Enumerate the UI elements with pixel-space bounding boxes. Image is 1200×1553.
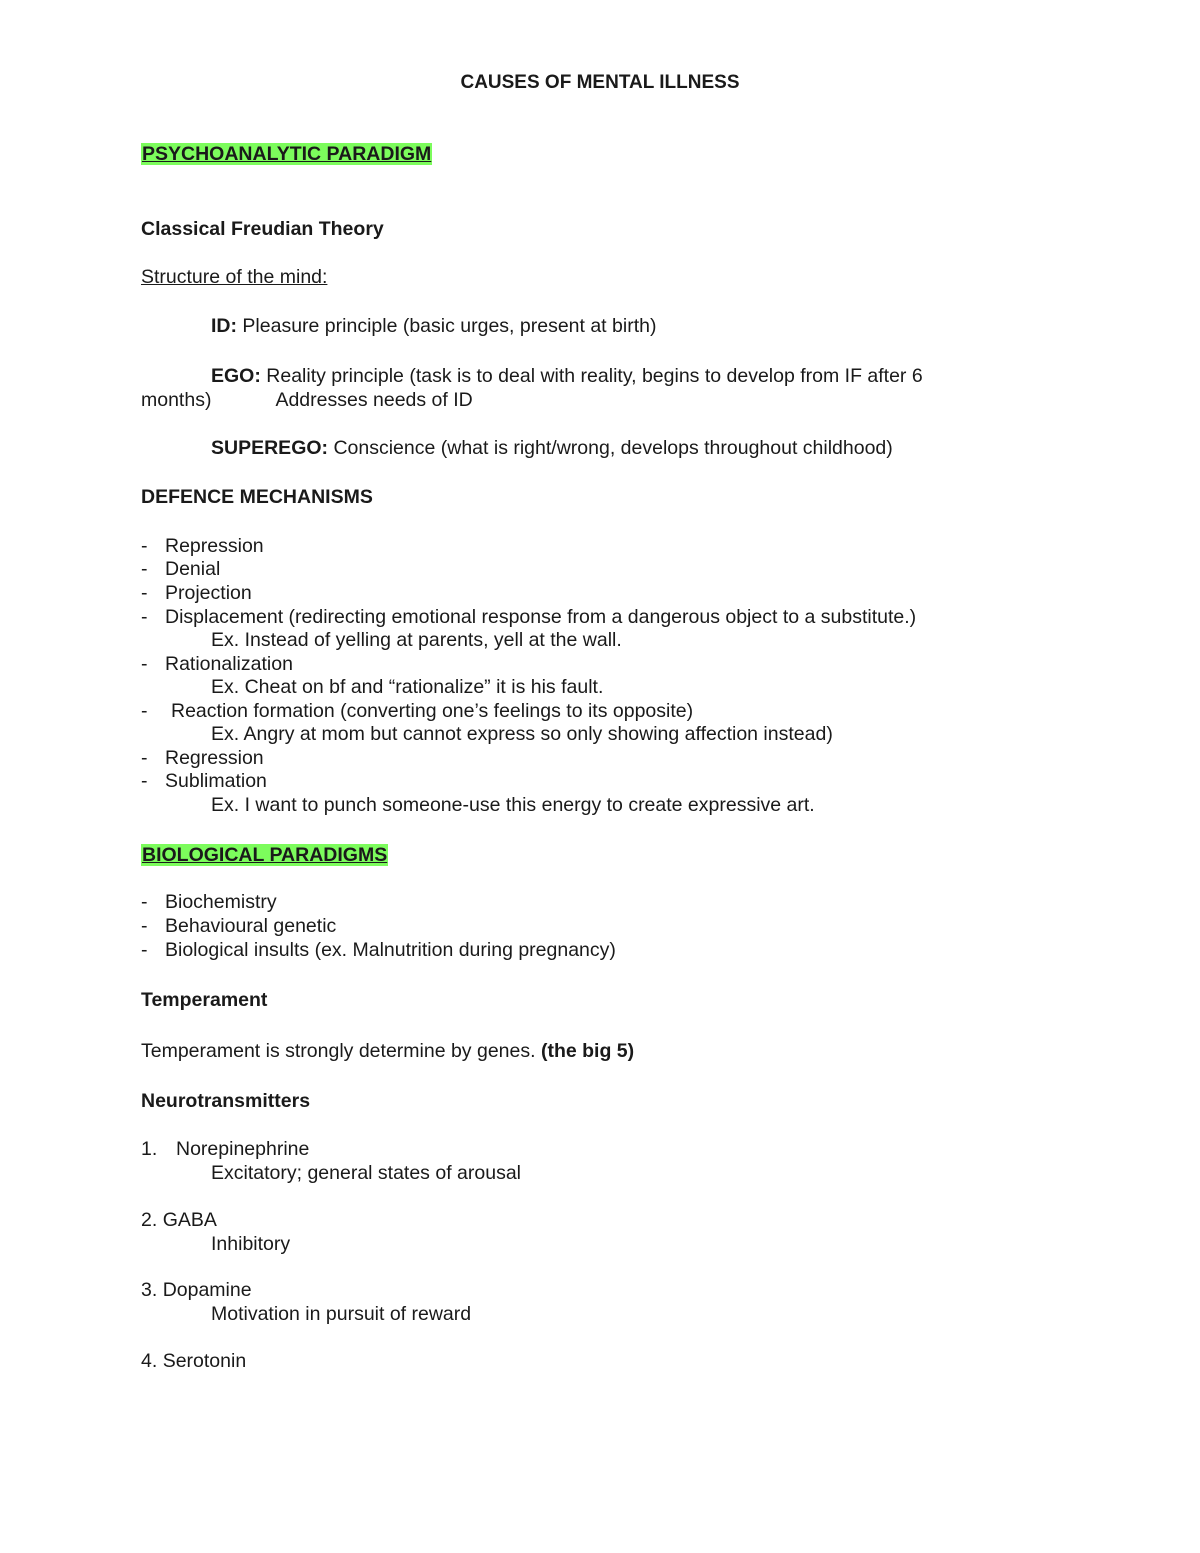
- neurotransmitter-item: 1. Norepinephrine: [141, 1138, 310, 1160]
- example-text: Ex. Instead of yelling at parents, yell at the wall.: [211, 629, 622, 651]
- example-text: Ex. Cheat on bf and “rationalize” it is his fault.: [211, 676, 604, 698]
- neurotransmitter-desc: Motivation in pursuit of reward: [211, 1303, 472, 1325]
- list-item: - Projection: [141, 582, 252, 604]
- temperament-heading: Temperament: [141, 989, 268, 1011]
- example-text: Ex. I want to punch someone-use this energy to create expressive art.: [211, 794, 815, 816]
- page-title: CAUSES OF MENTAL ILLNESS: [460, 72, 740, 93]
- list-item: - Reaction formation (converting one’s feelings to its opposite): [141, 700, 694, 722]
- temperament-text: Temperament is strongly determine by genes. (the big 5): [141, 1040, 635, 1062]
- list-item: - Biological insults (ex. Malnutrition during pregnancy): [141, 939, 616, 961]
- psychoanalytic-heading: PSYCHOANALYTIC PARADIGM: [142, 143, 432, 165]
- neurotransmitter-desc: Excitatory; general states of arousal: [211, 1162, 521, 1184]
- list-item: - Displacement (redirecting emotional response from a dangerous object to a substitute.): [141, 606, 917, 628]
- superego-text: Conscience (what is right/wrong, develops throughout childhood): [328, 437, 893, 459]
- freudian-subheading: Classical Freudian Theory: [141, 218, 384, 240]
- id-text: Pleasure principle (basic urges, present at birth): [237, 315, 657, 337]
- ego-continuation: months) Addresses needs of ID: [141, 389, 473, 411]
- list-item: - Rationalization: [141, 653, 293, 675]
- superego-definition: [211, 436, 893, 460]
- biological-heading: BIOLOGICAL PARADIGMS: [142, 844, 388, 866]
- list-item: - Regression: [141, 747, 264, 769]
- list-item: - Behavioural genetic: [141, 915, 337, 937]
- ego-term: EGO:: [211, 365, 261, 387]
- example-text: Ex. Angry at mom but cannot express so only showing affection instead): [211, 723, 833, 745]
- id-definition: [211, 314, 656, 338]
- neurotransmitter-item: 2. GABA: [141, 1209, 217, 1231]
- structure-label: Structure of the mind:: [141, 266, 328, 288]
- list-item: - Biochemistry: [141, 891, 277, 913]
- ego-text: Reality principle (task is to deal with reality, begins to develop from IF after 6: [260, 365, 923, 387]
- neurotransmitter-item: 3. Dopamine: [141, 1279, 252, 1301]
- ego-definition: [211, 364, 923, 388]
- neurotransmitters-heading: Neurotransmitters: [141, 1090, 311, 1112]
- id-term: ID:: [211, 315, 237, 337]
- list-item: - Sublimation: [141, 770, 267, 792]
- list-item: - Denial: [141, 558, 221, 580]
- neurotransmitter-desc: Inhibitory: [211, 1233, 291, 1255]
- neurotransmitter-item: 4. Serotonin: [141, 1350, 247, 1372]
- superego-term: SUPEREGO:: [211, 437, 329, 459]
- list-item: - Repression: [141, 535, 264, 557]
- defence-heading: DEFENCE MECHANISMS: [141, 486, 373, 508]
